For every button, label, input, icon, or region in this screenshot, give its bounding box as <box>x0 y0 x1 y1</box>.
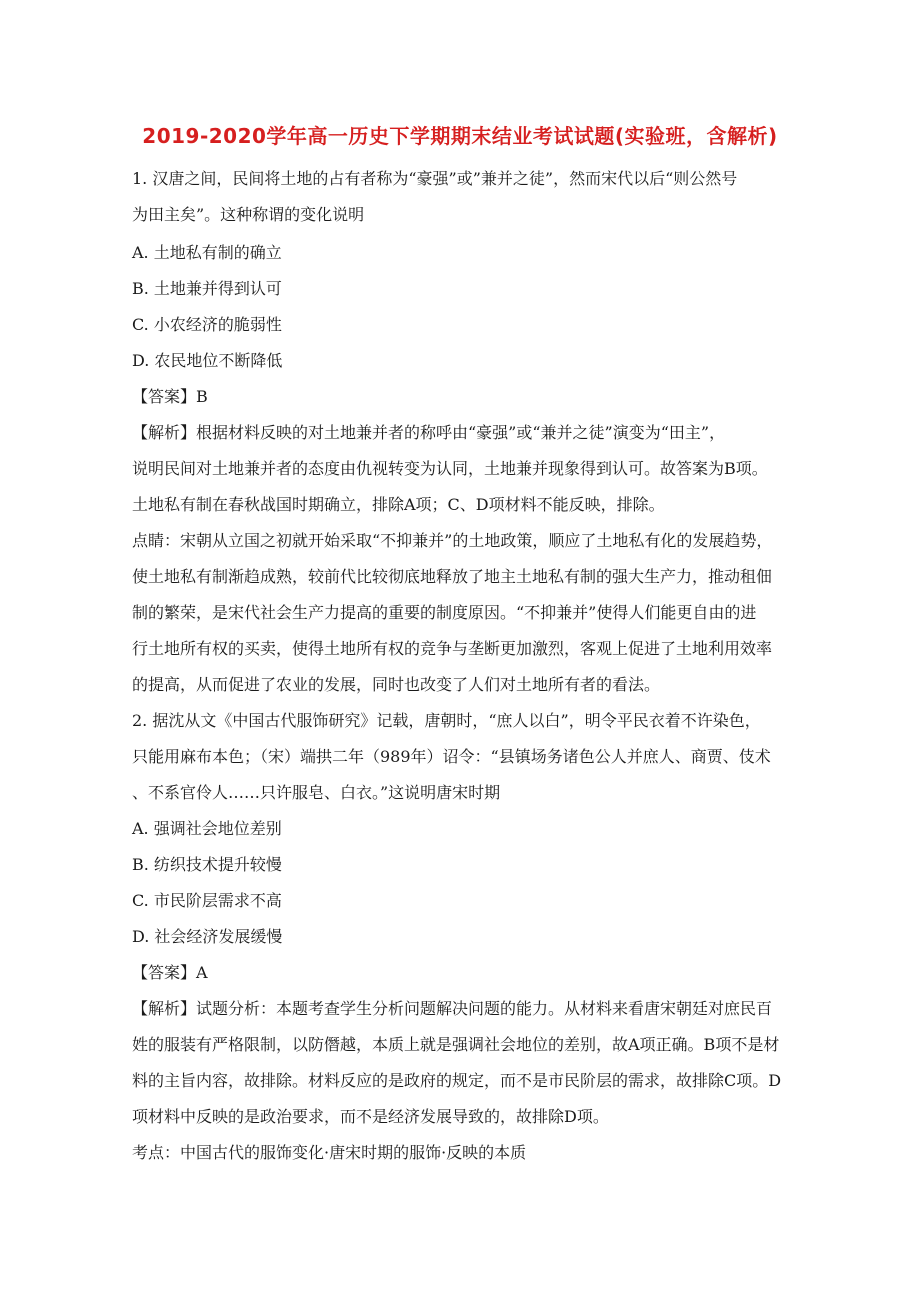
q2-analysis-line-2: 姓的服装有严格限制，以防僭越，本质上就是强调社会地位的差别，故A项正确。B项不是材 <box>132 1035 780 1054</box>
q2-analysis-line-4: 项材料中反映的是政治要求，而不是经济发展导致的，故排除D项。 <box>132 1107 609 1126</box>
q2-analysis-line-1: 【解析】试题分析：本题考查学生分析问题解决问题的能力。从材料来看唐宋朝廷对庶民百 <box>132 999 773 1018</box>
q1-note-line-4: 行土地所有权的买卖，使得土地所有权的竞争与垄断更加激烈，客观上促进了土地利用效率 <box>132 639 773 658</box>
q1-note-line-2: 使土地私有制渐趋成熟，较前代比较彻底地释放了地主土地私有制的强大生产力，推动租佃 <box>132 567 773 586</box>
q2-option-c: C. 市民阶层需求不高 <box>132 891 282 910</box>
q2-topic-line: 考点：中国古代的服饰变化·唐宋时期的服饰·反映的本质 <box>132 1143 527 1162</box>
q2-analysis-line-3: 料的主旨内容，故排除。材料反应的是政府的规定，而不是市民阶层的需求，故排除C项。D <box>132 1071 782 1090</box>
q1-option-c: C. 小农经济的脆弱性 <box>132 315 282 334</box>
q1-note-line-3: 制的繁荣，是宋代社会生产力提高的重要的制度原因。“不抑兼并”使得人们能更自由的进 <box>132 603 757 622</box>
q1-option-a: A. 土地私有制的确立 <box>132 243 282 262</box>
q1-option-b: B. 土地兼并得到认可 <box>132 279 282 298</box>
document-title: 2019-2020学年高一历史下学期期末结业考试试题(实验班，含解析) <box>142 124 778 148</box>
q2-option-b: B. 纺织技术提升较慢 <box>132 855 282 874</box>
q1-note-line-5: 的提高，从而促进了农业的发展，同时也改变了人们对土地所有者的看法。 <box>132 675 661 694</box>
q1-analysis-line-3: 土地私有制在春秋战国时期确立，排除A项；C、D项材料不能反映，排除。 <box>132 495 665 514</box>
q2-option-d: D. 社会经济发展缓慢 <box>132 927 283 946</box>
q1-stem-line-2: 为田主矣”。这种称谓的变化说明 <box>132 205 365 224</box>
q2-stem-line-2: 只能用麻布本色；（宋）端拱二年（989年）诏令：“县镇场务诸色公人并庶人、商贾、伎术 <box>132 747 771 766</box>
q1-note-line-1: 点睛：宋朝从立国之初就开始采取“不抑兼并”的土地政策，顺应了土地私有化的发展趋势， <box>132 531 773 550</box>
q2-answer: 【答案】A <box>132 963 208 982</box>
q1-answer: 【答案】B <box>132 387 208 406</box>
q1-analysis-line-1: 【解析】根据材料反映的对土地兼并者的称呼由“豪强”或“兼并之徒”演变为“田主”， <box>132 423 726 442</box>
q2-stem-line-1: 2. 据沈从文《中国古代服饰研究》记载，唐朝时，“庶人以白”，明令平民衣着不许染色， <box>132 711 761 730</box>
q1-stem-line-1: 1. 汉唐之间，民间将土地的占有者称为“豪强”或”兼并之徒”，然而宋代以后“则公然号 <box>132 169 738 188</box>
q1-analysis-line-2: 说明民间对土地兼并者的态度由仇视转变为认同，土地兼并现象得到认可。故答案为B项。 <box>132 459 768 478</box>
q2-option-a: A. 强调社会地位差别 <box>132 819 282 838</box>
q2-stem-line-3: 、不系官伶人……只许服皂、白衣。”这说明唐宋时期 <box>132 783 501 802</box>
q1-option-d: D. 农民地位不断降低 <box>132 351 283 370</box>
